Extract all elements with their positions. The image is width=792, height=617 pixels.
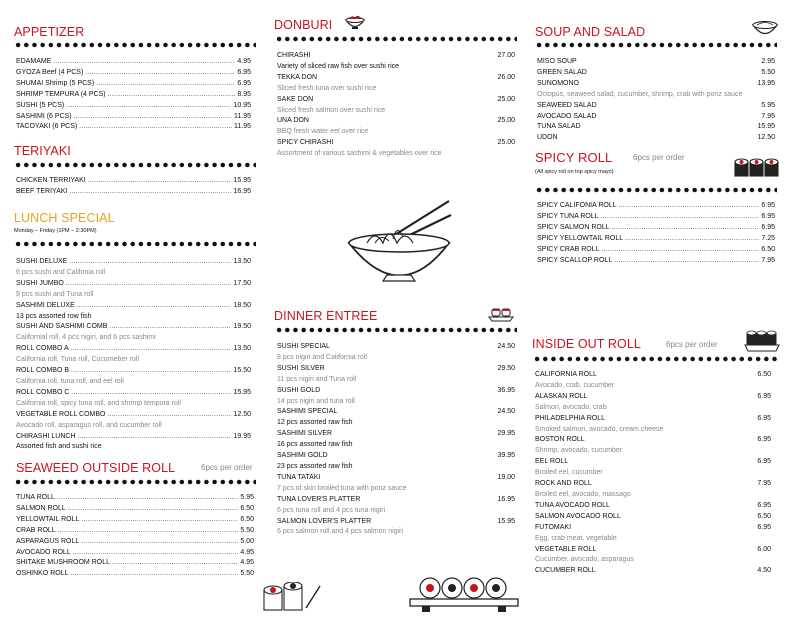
leader-dots [71,569,239,580]
menu-item-price: 15.50 [233,367,251,375]
menu-item [537,245,775,256]
menu-item-description: Egg, crab meat, vegetable [535,534,617,542]
menu-item-price: 4.95 [240,559,254,567]
menu-item-name: SPICY SALMON ROLL [537,223,610,231]
menu-item [277,386,515,397]
menu-item-name: SHUMAI Shrimp (5 PCS) [16,79,95,87]
sushi-plate-icon [488,303,514,328]
menu-item-description: Sliced fresh tuna over sushi rice [277,84,377,92]
menu-item [537,223,775,234]
menu-item [16,112,251,123]
leader-dots [68,504,239,515]
leader-dots [602,245,760,256]
menu-item-description: Californial roll, 4 pcs nigiri, and 6 pcs sashimi [16,334,156,342]
menu-item-price: 15.95 [757,123,775,131]
menu-item-description: 6 pcs tuna roll and 4 pcs tuna nigiri [277,506,386,514]
menu-item [535,523,771,534]
menu-item-name: SALMON ROLL [16,504,66,512]
menu-item-description: 12 pcs assorted raw fish [277,419,353,427]
menu-item [537,57,775,68]
menu-item [277,116,515,127]
dot-divider [14,41,256,49]
lunch-list [16,257,251,453]
menu-item-name: SPICY CALIFONIA ROLL [537,202,617,209]
menu-item [16,90,251,101]
menu-item [277,495,515,506]
menu-item-name: SHITAKE MUSHROOM ROLL [16,559,110,567]
menu-item-name: GREEN SALAD [537,68,587,76]
menu-item-name: SHRIMP TEMPURA (4 PCS) [16,90,106,98]
leader-dots [69,257,231,268]
menu-item-price: 6.50 [240,515,254,523]
appetizer-title: APPETIZER [14,25,85,39]
menu-item-price: 11.95 [234,112,251,120]
menu-item-price: 24.50 [497,343,515,350]
menu-item-name: VEGETABLE ROLL [535,545,597,553]
menu-item-name: SASHIMI SPECIAL [277,408,338,416]
menu-item [16,366,251,377]
menu-item-price: 5.00 [240,537,254,545]
spicy-title: SPICY ROLL [535,150,613,165]
menu-item-price: 10.95 [233,101,251,109]
menu-item [16,279,251,290]
menu-item-name: SPICY CHIRASHI [277,139,334,147]
spicy-list [537,201,775,266]
menu-item [277,138,515,149]
menu-item [535,512,771,523]
menu-item-name: TUNA ROLL [16,494,55,501]
menu-item [16,257,251,268]
menu-item-price: 7.95 [761,256,775,264]
leader-dots [108,90,236,101]
menu-item-price: 15.95 [233,388,251,396]
menu-item-description: BBQ fresh water eel over rice [277,128,369,136]
menu-item-price: 6.95 [761,212,775,220]
menu-item-price: 5.50 [761,68,775,76]
seaweed-title: SEAWEED OUTSIDE ROLL [16,461,176,475]
menu-item [16,344,251,355]
leader-dots [78,432,232,443]
menu-item-price: 19.50 [233,323,251,331]
menu-item-price: 6.95 [761,202,775,209]
menu-item [277,95,515,106]
leader-dots [66,279,232,290]
menu-item-price: 5.50 [240,526,254,534]
seaweed-subtitle: 6pcs per order [201,463,253,472]
menu-item [535,566,771,577]
menu-item [277,73,515,84]
leader-dots [112,558,238,569]
menu-item-name: TACOYAKI (6 PCS) [16,123,78,131]
menu-item-description: Sliced fresh salmon over sushi rice [277,106,386,114]
menu-item-name: SAKE DON [277,95,314,103]
menu-item-price: 39.95 [497,452,515,460]
menu-item-price: 27.00 [497,52,515,59]
menu-item-name: CHIRASHI [277,52,311,59]
dot-divider [14,240,256,248]
menu-item-name: YELLOWTAIL ROLL [16,515,80,523]
menu-item [16,537,254,548]
menu-item-name: CHICKEN TERRIYAKI [16,177,86,184]
menu-item-price: 4.50 [757,567,771,575]
dot-divider [535,186,777,194]
menu-item-description: 23 pcs assorted raw fish [277,462,353,470]
menu-item-name: SALMON LOVER'S PLATTER [277,517,372,525]
menu-item-description: 6 pcs sushi and Califonia roll [16,268,106,276]
menu-item-price: 15.95 [497,517,515,525]
menu-item-description: Assortment of various sashimi & vegetables over rice [277,150,442,158]
menu-item-description: California roll, Tuna roll, Cucumeber roll [16,356,139,364]
menu-item [277,407,515,418]
leader-dots [96,79,235,90]
menu-item [16,176,251,187]
menu-item-name: PHILADELPHIA ROLL [535,414,606,422]
menu-item-description: 14 pcs nigiri and tuna roll [277,397,355,405]
menu-item-name: EEL ROLL [535,458,569,466]
leader-dots [107,410,231,421]
menu-item-price: 6.50 [757,512,771,520]
noodle-bowl-icon [345,193,455,293]
menu-item [277,451,515,462]
menu-item-name: OSHINKO ROLL [16,570,69,578]
appetizer-list [16,57,251,133]
soup-title: SOUP AND SALAD [535,25,646,39]
menu-item [277,473,515,484]
menu-item [277,342,515,353]
menu-item-name: SPICY SCALLOP ROLL [537,256,613,264]
menu-item-name: ROLL COMBO B [16,367,70,375]
menu-item-name: SASHIMI (6 PCS) [16,112,72,120]
menu-item-price: 6.95 [757,501,771,509]
menu-item-price: 7.95 [761,112,775,120]
inside-title: INSIDE OUT ROLL [532,337,641,351]
menu-item [277,51,515,62]
menu-item-price: 11.95 [234,123,251,131]
menu-item-price: 19.95 [233,432,251,440]
leader-dots [81,515,238,526]
menu-item-price: 6.95 [237,79,251,87]
menu-item-price: 6.00 [757,545,771,553]
menu-item-price: 12.50 [233,410,251,418]
menu-item-description: Shrimp, avocado, cucumber [535,447,623,455]
donburi-list [277,51,515,160]
menu-item-name: CALIFORNIA ROLL [535,371,597,378]
menu-item [537,122,775,133]
menu-item [16,101,251,112]
menu-item-name: TUNA LOVER'S PLATTER [277,495,361,503]
menu-item-price: 19.00 [497,473,515,481]
menu-item-description: 8 pcs nigiri and California roll [277,353,367,361]
menu-item-description: Cucumber, avocado, asparagus [535,556,634,564]
menu-item-name: CUCUMBER ROLL [535,567,596,575]
leader-dots [69,187,231,198]
menu-item-name: TUNA TATAKI [277,473,321,481]
menu-item-price: 15.95 [233,177,251,184]
menu-item [16,569,254,580]
menu-item [537,68,775,79]
menu-item-description: 6 pcs salmon roll and 4 pcs salmon nigiri [277,528,404,536]
menu-item-price: 4.95 [240,548,254,556]
menu-item-name: CRAB ROLL [16,526,56,534]
menu-item-name: SPICY CRAB ROLL [537,245,600,253]
menu-item-name: SASHIMI GOLD [277,452,328,460]
menu-item-description: Octopus, seaweed salad, cucumber, shrimp, crab with ponz sauce [537,90,743,98]
teriyaki-title: TERIYAKI [14,144,71,158]
leader-dots [53,57,235,68]
leader-dots [73,548,239,559]
dot-divider [14,478,256,486]
menu-item-name: ROCK AND ROLL [535,480,592,488]
leader-dots [601,212,760,223]
leader-dots [625,234,759,245]
menu-item [16,432,251,443]
menu-item [16,558,254,569]
menu-item-price: 7.25 [761,234,775,242]
bowl-icon [344,13,366,36]
menu-item-price: 16.95 [497,495,515,503]
menu-item-price: 5.95 [240,494,254,501]
menu-item-name: SASHIMI SILVER [277,430,333,438]
menu-item [16,301,251,312]
menu-item-name: SALMON AVOCADO ROLL [535,512,621,520]
menu-item [16,322,251,333]
menu-item-name: SEAWEED SALAD [537,101,597,109]
menu-item-name: ROLL COMBO A [16,345,69,353]
teriyaki-list [16,176,251,198]
menu-item-description: Broiled eel, avocado, massago [535,490,631,498]
leader-dots [58,526,239,537]
menu-item-price: 16.95 [233,187,251,195]
menu-item [537,133,775,144]
soup-list [537,57,775,144]
menu-item-name: SASHIMI DELUXE [16,301,75,309]
menu-item-name: MISO SOUP [537,58,577,65]
menu-item-price: 7.95 [757,480,771,488]
leader-dots [66,101,231,112]
menu-item-name: SPICY YELLOWTAIL ROLL [537,234,624,242]
dot-divider [275,326,517,334]
menu-item [16,187,251,198]
menu-item [277,517,515,528]
menu-item-price: 25.00 [497,117,515,125]
menu-item [535,545,771,556]
menu-item-name: GYOZA Beef (4 PCS) [16,68,84,76]
leader-dots [71,388,231,399]
menu-item-price: 29.50 [497,364,515,372]
menu-item-price: 13.95 [757,79,775,87]
menu-item-name: ASPARAGUS ROLL [16,537,80,545]
menu-item-description: Variety of sliced raw fish over sushi rice [277,62,400,70]
menu-item-price: 36.95 [497,386,515,394]
menu-item-price: 8.95 [237,90,251,98]
menu-item-description: 9 pcs sushi and Tuna roll [16,290,94,298]
menu-item-price: 6.95 [237,68,251,76]
menu-item-price: 17.50 [233,279,251,287]
menu-item-name: SUSHI AND SASHIMI COMB [16,323,108,331]
leader-dots [79,122,232,133]
dot-divider [275,35,517,43]
menu-item-description: Smoked salmon, avocado, cream cheese [535,425,664,433]
menu-item-name: VEGETABLE ROLL COMBO [16,410,106,418]
menu-item-name: SUSHI (5 PCS) [16,101,65,109]
menu-item [537,201,775,212]
menu-item-price: 25.00 [497,95,515,103]
menu-item-name: SUNOMONO [537,79,579,87]
menu-item-description: Avocado roll, asparagus roll, and cucumber roll [16,421,162,429]
menu-item-description: Broiled eel, cucumber [535,469,603,477]
menu-item-name: SUSHI SILVER [277,364,325,372]
menu-item [16,504,254,515]
menu-item-price: 26.00 [497,73,515,81]
menu-item-price: 6.95 [761,223,775,231]
leader-dots [71,366,231,377]
menu-item-price: 5.95 [761,101,775,109]
leader-dots [612,223,760,234]
menu-item-name: TUNA SALAD [537,123,581,131]
menu-item-price: 6.95 [757,436,771,444]
menu-item-description: Salmon, avocado, crab [535,403,607,411]
menu-item-description: Avocado, crab, cucumber [535,381,615,389]
menu-item [535,435,771,446]
menu-item [537,101,775,112]
menu-item-name: FUTOMAKI [535,523,572,531]
menu-item [16,548,254,559]
dinner-list [277,342,515,538]
menu-item-name: AVOCADO ROLL [16,548,71,556]
menu-item [16,410,251,421]
menu-item [16,388,251,399]
leader-dots [77,301,232,312]
leader-dots [88,176,232,187]
dot-divider [533,355,777,363]
menu-item-price: 6.95 [757,523,771,531]
menu-item-price: 13.50 [233,345,251,353]
menu-item-price: 6.95 [757,414,771,422]
menu-item [535,392,771,403]
leader-dots [74,112,232,123]
menu-item [277,364,515,375]
leader-dots [71,344,232,355]
menu-item [535,457,771,468]
inside-subtitle: 6pcs per order [666,340,718,349]
menu-item-name: TUNA AVOCADO ROLL [535,501,610,509]
menu-item [16,57,251,68]
menu-item [537,112,775,123]
menu-item-name: ALASKAN ROLL [535,392,588,400]
menu-item-name: EDAMAME [16,58,52,65]
sushi-rolls-icon [734,156,780,185]
menu-item-name: BEEF TERIYAKI [16,187,68,195]
inside-list [535,370,771,577]
menu-item-name: SUSHI SPECIAL [277,343,330,350]
seaweed-list [16,493,254,580]
menu-item [535,414,771,425]
menu-item [535,501,771,512]
dinner-title: DINNER ENTREE [274,309,378,323]
menu-item-name: SPICY TUNA ROLL [537,212,599,220]
leader-dots [85,68,235,79]
sushi-tray-icon [744,327,780,358]
menu-item [535,370,771,381]
menu-item-description: 7 pcs of skin broiled tuna with ponz sauce [277,484,407,492]
sushi-board-icon [408,575,520,617]
menu-item-price: 5.50 [240,570,254,578]
menu-item-description: 13 pcs assorted row fish [16,312,92,320]
menu-item [16,79,251,90]
leader-dots [109,322,231,333]
menu-item-price: 6.50 [757,371,771,378]
dot-divider [535,41,777,49]
menu-item-price: 25.00 [497,139,515,147]
menu-item-name: TEKKA DON [277,73,318,81]
menu-item-name: UNA DON [277,117,309,125]
menu-item [277,429,515,440]
leader-dots [81,537,238,548]
menu-item-price: 29.95 [497,430,515,438]
menu-item-price: 24.50 [497,408,515,416]
menu-item-description: 11 pcs nigiri and Tuna roll [277,375,357,383]
menu-item [16,526,254,537]
menu-item-description: Assorted fish and sushi rice [16,443,102,451]
bowl-icon [751,18,779,43]
spicy-note: (All spicy roll on top spicy mayo) [535,169,614,175]
menu-item-name: AVOCADO SALAD [537,112,597,120]
spicy-subtitle: 6pcs per order [633,153,685,162]
menu-item-name: CHIRASHI LUNCH [16,432,76,440]
menu-item-name: SUSHI GOLD [277,386,321,394]
lunch-title: LUNCH SPECIAL [14,211,115,225]
menu-item-description: 16 pcs assorted raw fish [277,441,353,449]
menu-item [16,122,251,133]
menu-item-name: BOSTON ROLL [535,436,585,444]
donburi-title: DONBURI [274,18,333,32]
menu-item [537,234,775,245]
menu-item-price: 12.50 [757,134,775,142]
menu-item-name: SUSHI DELUXE [16,258,68,265]
menu-item-price: 6.50 [240,504,254,512]
menu-item-description: California roll, tuna roll, and eel roll [16,377,124,385]
menu-item-price: 6.50 [761,245,775,253]
menu-item [537,256,775,267]
menu-item-price: 6.95 [757,392,771,400]
menu-item-price: 13.50 [233,258,251,265]
leader-dots [57,493,238,504]
menu-item [537,79,775,90]
lunch-hours-note: Monday – Friday (1PM – 2:30PM) [14,228,97,234]
menu-item [16,68,251,79]
menu-item [16,515,254,526]
menu-item-price: 6.95 [757,458,771,466]
leader-dots [619,201,760,212]
menu-item [16,493,254,504]
menu-item-name: UDON [537,134,558,142]
menu-item-price: 4.95 [237,58,251,65]
leader-dots [614,256,759,267]
menu-item-description: California roll, spicy tuna roll, and shrimp tempura roll [16,399,181,407]
menu-item-price: 18.50 [233,301,251,309]
menu-item-price: 2.95 [761,58,775,65]
menu-item-name: ROLL COMBO C [16,388,70,396]
menu-item-name: SUSHI JUMBO [16,279,64,287]
menu-item [535,479,771,490]
dot-divider [14,161,256,169]
menu-item [537,212,775,223]
